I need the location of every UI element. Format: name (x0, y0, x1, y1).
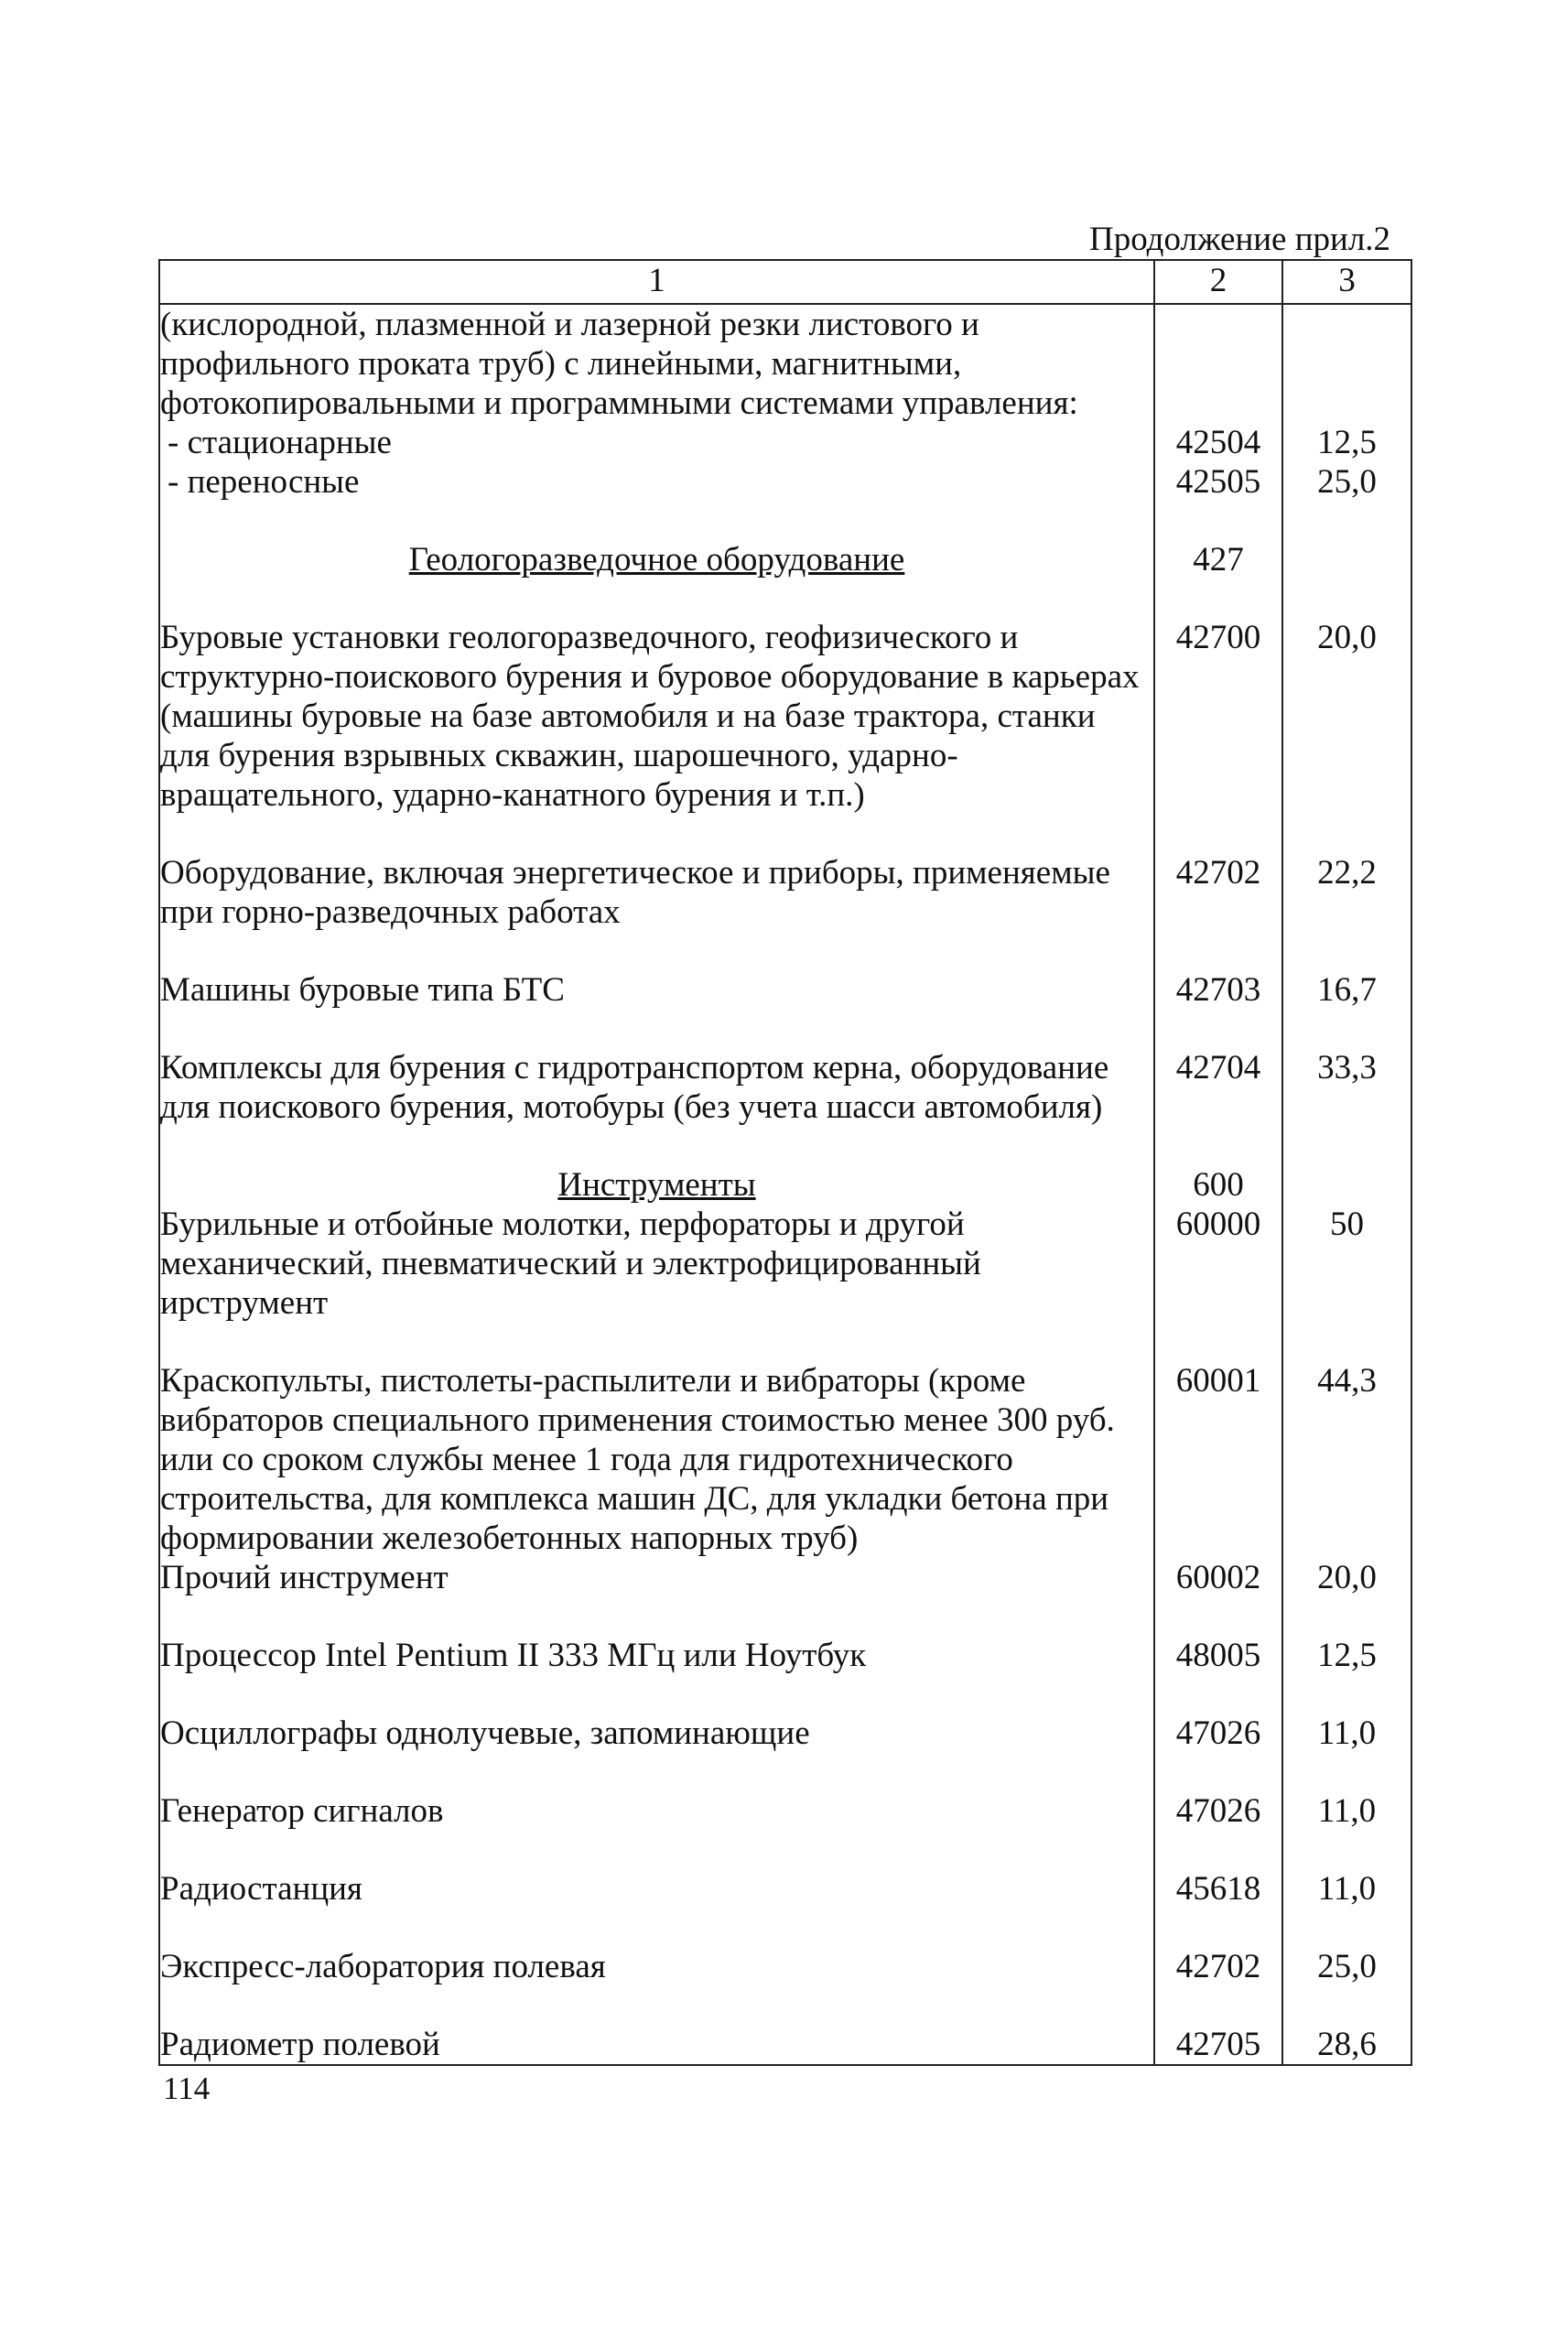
table-row (159, 1947, 1411, 1986)
rate-cell: 25,0 (1282, 462, 1411, 502)
description-cell (159, 1714, 1154, 1753)
rate-cell: 16,7 (1282, 970, 1411, 1010)
spacer-row (159, 1127, 1411, 1165)
table-row (159, 1558, 1411, 1597)
description-text: Прочий инструмент (160, 1559, 449, 1596)
spacer-cell (159, 932, 1154, 970)
description-text: Генератор сигналов (160, 1792, 444, 1830)
code-cell: 47026 (1154, 1791, 1282, 1831)
header-col-3: 3 (1282, 260, 1411, 304)
description-text: Оборудование, включая энергетическое и приборы, применяемые при горно-разведочных работах (160, 854, 1110, 931)
table-row (159, 1714, 1411, 1753)
code-cell: 47026 (1154, 1714, 1282, 1753)
description-cell (159, 1869, 1154, 1909)
description-text: Краскопульты, пистолеты-распылители и вибраторы (кроме вибраторов специального применения стоимостью менее 300 руб. или со сроком службы менее 1 года для гидротехнического строительства, для комплекса машин ДС, для укладки бетона при формировании железобетонных напорных труб) (160, 1362, 1115, 1557)
description-text: Осциллографы однолучевые, запоминающие (160, 1714, 810, 1752)
spacer-cell (1154, 1753, 1282, 1791)
table-row (159, 304, 1411, 423)
rate-cell: 20,0 (1282, 618, 1411, 815)
spacer-cell (1154, 932, 1282, 970)
code-cell: 42702 (1154, 853, 1282, 932)
description-cell (159, 1791, 1154, 1831)
rate-cell: 11,0 (1282, 1869, 1411, 1909)
description-cell (159, 1048, 1154, 1127)
spacer-cell (1282, 1323, 1411, 1361)
page-number: 114 (163, 2071, 211, 2106)
rate-cell: 22,2 (1282, 853, 1411, 932)
spacer-row (159, 1753, 1411, 1791)
code-cell: 427 (1154, 540, 1282, 579)
spacer-cell (1282, 1753, 1411, 1791)
description-text: - переносные (168, 463, 360, 501)
rate-cell: 11,0 (1282, 1714, 1411, 1753)
spacer-cell (1282, 502, 1411, 540)
spacer-cell (159, 1909, 1154, 1947)
description-cell (159, 1165, 1154, 1205)
table-row (159, 1791, 1411, 1831)
description-text: Экспресс-лаборатория полевая (160, 1948, 606, 1985)
description-cell (159, 1558, 1154, 1597)
code-cell: 60001 (1154, 1361, 1282, 1558)
code-cell: 48005 (1154, 1636, 1282, 1675)
table-row (159, 1361, 1411, 1558)
description-cell (159, 1361, 1154, 1558)
description-text: Машины буровые типа БТС (160, 971, 565, 1009)
spacer-cell (159, 579, 1154, 618)
description-text: Радиостанция (160, 1870, 362, 1908)
rate-cell: 20,0 (1282, 1558, 1411, 1597)
spacer-row (159, 579, 1411, 618)
spacer-cell (1282, 932, 1411, 970)
code-cell: 42704 (1154, 1048, 1282, 1127)
table-row (159, 1048, 1411, 1127)
code-cell (1154, 304, 1282, 423)
spacer-row (159, 1831, 1411, 1869)
spacer-cell (159, 1675, 1154, 1714)
spacer-cell (1154, 1323, 1282, 1361)
spacer-cell (159, 1597, 1154, 1636)
spacer-row (159, 1323, 1411, 1361)
code-cell: 45618 (1154, 1869, 1282, 1909)
spacer-row (159, 1010, 1411, 1048)
code-cell: 42505 (1154, 462, 1282, 502)
description-cell (159, 2025, 1154, 2065)
description-cell (159, 618, 1154, 815)
table-body (159, 304, 1411, 2065)
continuation-label: Продолжение прил.2 (1089, 221, 1391, 258)
section-row (159, 1165, 1411, 1205)
spacer-cell (1154, 1010, 1282, 1048)
rate-cell: 12,5 (1282, 423, 1411, 462)
rate-cell (1282, 1165, 1411, 1205)
header-col-1: 1 (159, 260, 1154, 304)
spacer-row (159, 1675, 1411, 1714)
spacer-cell (1154, 1986, 1282, 2025)
description-cell (159, 423, 1154, 462)
description-cell (159, 1636, 1154, 1675)
spacer-cell (1154, 815, 1282, 853)
code-cell: 42700 (1154, 618, 1282, 815)
spacer-cell (1282, 1597, 1411, 1636)
description-text: Буровые установки геологоразведочного, геофизического и структурно-поискового бурения и буровое оборудование в карьерах (машины буровые на базе автомобиля и на базе трактора, станки для бурения взрывных скважин, шарошечного, ударно-вращательного, ударно-канатного бурения и т.п.) (160, 619, 1140, 814)
rate-cell: 12,5 (1282, 1636, 1411, 1675)
spacer-cell (1282, 815, 1411, 853)
spacer-cell (1282, 1675, 1411, 1714)
spacer-cell (1282, 1010, 1411, 1048)
code-cell: 42702 (1154, 1947, 1282, 1986)
spacer-row (159, 1909, 1411, 1947)
spacer-cell (1282, 1986, 1411, 2025)
spacer-cell (1282, 1127, 1411, 1165)
spacer-row (159, 1986, 1411, 2025)
section-title: Инструменты (557, 1166, 756, 1204)
spacer-cell (1154, 1127, 1282, 1165)
spacer-cell (159, 1986, 1154, 2025)
table-row (159, 970, 1411, 1010)
spacer-row (159, 1597, 1411, 1636)
spacer-cell (159, 1831, 1154, 1869)
description-text: Радиометр полевой (160, 2026, 440, 2063)
code-cell: 600 (1154, 1165, 1282, 1205)
code-cell: 42703 (1154, 970, 1282, 1010)
description-text: (кислородной, плазменной и лазерной резки листового и профильного проката труб) с линейными, магнитными, фотокопировальными и программными системами управления: (160, 306, 1078, 422)
description-cell (159, 304, 1154, 423)
rate-cell: 28,6 (1282, 2025, 1411, 2065)
spacer-cell (159, 815, 1154, 853)
section-title: Геологоразведочное оборудование (408, 541, 905, 579)
description-cell (159, 970, 1154, 1010)
rate-cell (1282, 304, 1411, 423)
description-text: - стационарные (168, 424, 392, 461)
spacer-cell (1282, 579, 1411, 618)
table-row (159, 1205, 1411, 1323)
spacer-cell (1154, 1831, 1282, 1869)
spacer-cell (159, 1323, 1154, 1361)
description-cell (159, 462, 1154, 502)
description-text: Комплексы для бурения с гидротранспортом керна, оборудование для поискового бурения, мотобуры (без учета шасси автомобиля) (160, 1049, 1109, 1126)
spacer-cell (1282, 1909, 1411, 1947)
spacer-cell (159, 1127, 1154, 1165)
depreciation-table (158, 259, 1412, 2066)
description-text: Процессор Intel Pentium II 333 МГц или Ноутбук (160, 1637, 867, 1674)
spacer-cell (1282, 1831, 1411, 1869)
spacer-cell (1154, 1675, 1282, 1714)
rate-cell: 25,0 (1282, 1947, 1411, 1986)
description-cell (159, 853, 1154, 932)
code-cell: 42705 (1154, 2025, 1282, 2065)
spacer-cell (1154, 1597, 1282, 1636)
spacer-row (159, 502, 1411, 540)
description-cell (159, 540, 1154, 579)
table-row (159, 1636, 1411, 1675)
rate-cell: 50 (1282, 1205, 1411, 1323)
spacer-cell (159, 1010, 1154, 1048)
table-row (159, 2025, 1411, 2065)
rate-cell: 44,3 (1282, 1361, 1411, 1558)
table-row (159, 853, 1411, 932)
header-col-2: 2 (1154, 260, 1282, 304)
spacer-cell (159, 502, 1154, 540)
rate-cell (1282, 540, 1411, 579)
spacer-cell (1154, 502, 1282, 540)
spacer-row (159, 815, 1411, 853)
description-cell (159, 1205, 1154, 1323)
code-cell: 60002 (1154, 1558, 1282, 1597)
table-header (159, 260, 1411, 304)
spacer-row (159, 932, 1411, 970)
section-row (159, 540, 1411, 579)
description-text: Бурильные и отбойные молотки, перфораторы и другой механический, пневматический и электрофицированный ирструмент (160, 1206, 981, 1322)
spacer-cell (159, 1753, 1154, 1791)
spacer-cell (1154, 1909, 1282, 1947)
header-row (159, 260, 1411, 304)
table-row (159, 462, 1411, 502)
table-row (159, 423, 1411, 462)
description-cell (159, 1947, 1154, 1986)
code-cell: 42504 (1154, 423, 1282, 462)
spacer-cell (1154, 579, 1282, 618)
code-cell: 60000 (1154, 1205, 1282, 1323)
table-row (159, 618, 1411, 815)
rate-cell: 11,0 (1282, 1791, 1411, 1831)
table-row (159, 1869, 1411, 1909)
rate-cell: 33,3 (1282, 1048, 1411, 1127)
